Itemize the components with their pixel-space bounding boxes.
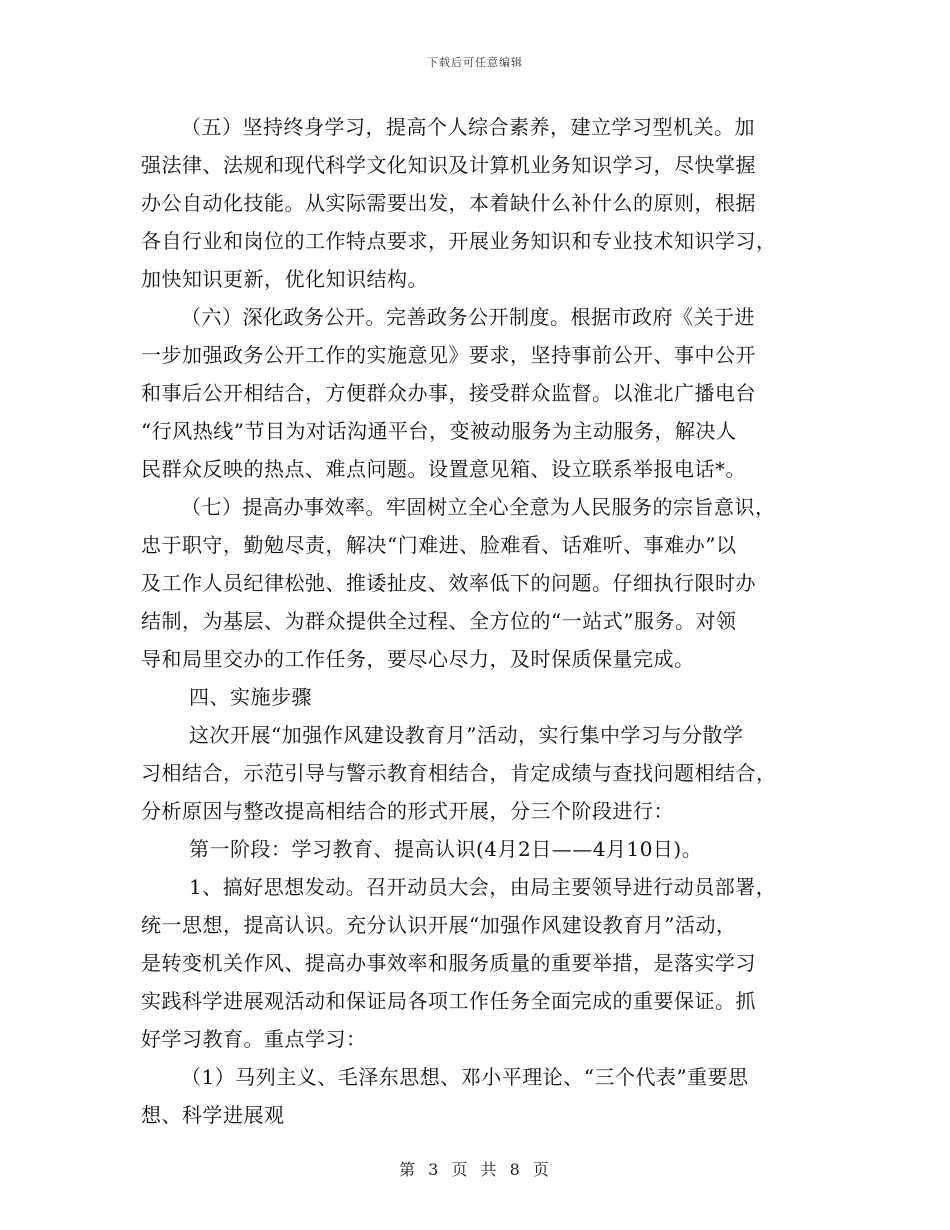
text-line: 一步加强政务公开工作的实施意见》要求，坚持事前公开、事中公开	[141, 343, 756, 367]
text-line: 办公自动化技能。从实际需要出发，本着缺什么补什么的原则，根据	[141, 191, 756, 215]
text-line: （五）坚持终身学习，提高个人综合素养，建立学习型机关。加	[181, 115, 755, 139]
text-line: 是转变机关作风、提高办事效率和服务质量的重要举措，是落实学习	[141, 951, 756, 975]
document-body	[141, 108, 811, 1134]
text-line: 导和局里交办的工作任务，要尽心尽力，及时保质保量完成。	[141, 647, 695, 671]
phase-heading: 第一阶段：学习教育、提高认识(4月2日——4月10日)。	[189, 837, 703, 861]
text-line: 实践科学进展观活动和保证局各项工作任务全面完成的重要保证。抓	[141, 989, 756, 1013]
text-line: 民群众反映的热点、难点问题。设置意见箱、设立联系举报电话*。	[141, 457, 746, 481]
text-line: 加快知识更新，优化知识结构。	[141, 267, 428, 291]
text-line: “行风热线”节目为对话沟通平台，变被动服务为主动服务，解决人	[141, 419, 737, 443]
text-line: 忠于职守，勤勉尽责，解决“门难进、脸难看、话难听、事难办”以	[141, 533, 737, 557]
text-line: （六）深化政务公开。完善政务公开制度。根据市政府《关于进	[181, 305, 755, 329]
text-line: 分析原因与整改提高相结合的形式开展，分三个阶段进行：	[141, 799, 674, 823]
text-line: 结制，为基层、为群众提供全过程、全方位的“一站式”服务。对领	[141, 609, 737, 633]
text-line: （1）马列主义、毛泽东思想、邓小平理论、“三个代表”重要思	[181, 1065, 749, 1089]
text-line: 习相结合，示范引导与警示教育相结合，肯定成绩与查找问题相结合，	[141, 761, 777, 785]
text-line: 1、搞好思想发动。召开动员大会，由局主要领导进行动员部署，	[189, 875, 777, 899]
page-footer: 第 3 页 共 8 页	[399, 1160, 551, 1179]
text-line: （七）提高办事效率。牢固树立全心全意为人民服务的宗旨意识，	[181, 495, 776, 519]
text-line: 及工作人员纪律松弛、推诿扯皮、效率低下的问题。仔细执行限时办	[141, 571, 756, 595]
text-line: 各自行业和岗位的工作特点要求，开展业务知识和专业技术知识学习，	[141, 229, 777, 253]
text-line: 和事后公开相结合，方便群众办事，接受群众监督。以淮北广播电台	[141, 381, 756, 405]
text-line: 想、科学进展观	[141, 1103, 285, 1127]
text-line: 这次开展“加强作风建设教育月”活动，实行集中学习与分散学	[189, 723, 744, 747]
page-header: 下载后可任意编辑	[427, 56, 523, 69]
text-line: 好学习教育。重点学习：	[141, 1027, 367, 1051]
section-heading: 四、实施步骤	[189, 685, 312, 709]
text-line: 统一思想，提高认识。充分认识开展“加强作风建设教育月”活动，	[141, 913, 737, 937]
text-line: 强法律、法规和现代科学文化知识及计算机业务知识学习，尽快掌握	[141, 153, 756, 177]
